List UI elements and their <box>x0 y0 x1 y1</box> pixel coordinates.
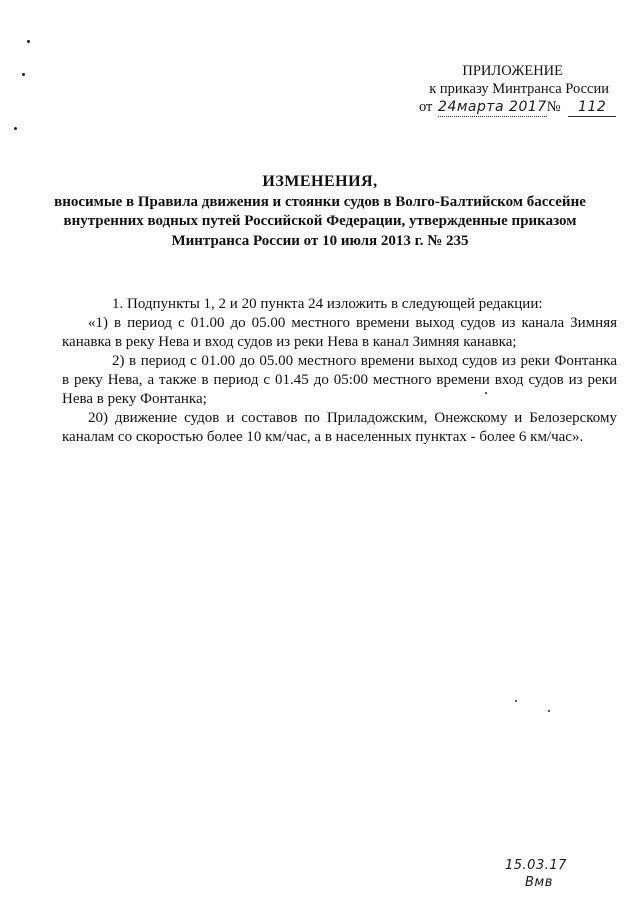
date-prefix: от <box>419 99 433 115</box>
heading-line-2: внутренних водных путей Российской Федерации, утвержденные приказом <box>63 213 577 229</box>
scan-speck <box>548 710 550 712</box>
handwritten-number: 112 <box>568 98 616 117</box>
handwritten-note <box>505 858 605 890</box>
handwritten-note-initials: Вмв <box>525 875 553 890</box>
paragraph-4: 20) движение судов и составов по Приладожским, Онежскому и Белозерскому каналам со скоростью более 10 км/час, а в населенных пунктах - более 6 км/час». <box>62 410 617 445</box>
document-heading <box>30 172 610 251</box>
appendix-title: ПРИЛОЖЕНИЕ <box>462 63 563 79</box>
handwritten-date: 24марта 2017 <box>438 99 547 115</box>
paragraph-3: 2) в период с 01.00 до 05.00 местного времени выход судов из реки Фонтанка в реку Нева, а также в период с 01.45 до 05:00 местного времени вход судов из реки Нева в реку Фонтанка; <box>62 353 617 407</box>
appendix-date-line <box>405 98 615 118</box>
number-prefix: № <box>546 99 561 115</box>
paragraph-2: «1) в период с 01.00 до 05.00 местного времени выход судов из канала Зимняя канавка в реку Нева и вход судов из реки Нева в канал Зимняя канавка; <box>62 315 617 350</box>
appendix-block <box>405 62 615 118</box>
handwritten-note-date: 15.03.17 <box>505 858 567 873</box>
scan-speck <box>27 40 30 43</box>
heading-line-1: вносимые в Правила движения и стоянки судов в Волго-Балтийском бассейне <box>54 193 586 210</box>
scan-speck <box>14 127 17 130</box>
appendix-subtitle: к приказу Минтранса России <box>429 81 609 97</box>
scan-speck <box>22 73 25 76</box>
paragraph-1: 1. Подпункты 1, 2 и 20 пункта 24 изложить в следующей редакции: <box>112 296 543 312</box>
heading-title: ИЗМЕНЕНИЯ, <box>262 173 378 190</box>
scan-speck <box>515 700 517 702</box>
document-body <box>62 295 617 447</box>
heading-line-3: Минтранса России от 10 июля 2013 г. № 235 <box>171 232 469 249</box>
